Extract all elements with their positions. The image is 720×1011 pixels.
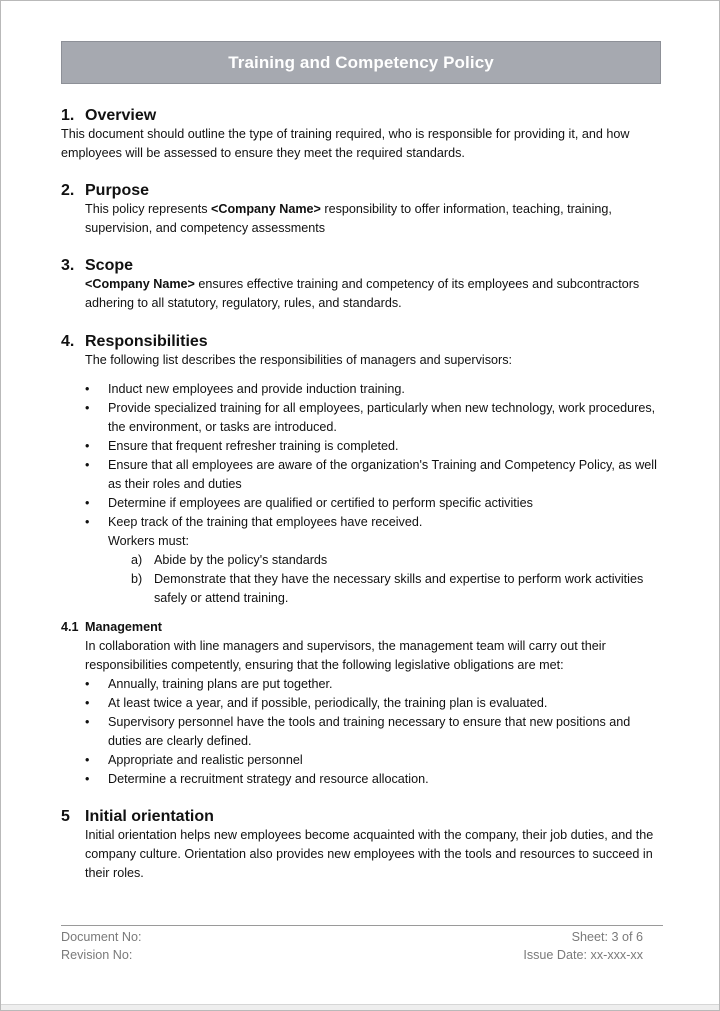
bullet-icon: • — [85, 753, 90, 767]
orientation-text: Initial orientation helps new employees become acquainted with the company, their job duties, and the company culture. Orientation also provides new employees with the tools and resources to succeed in their roles. — [85, 828, 654, 880]
list-item-text: Determine a recruitment strategy and resource allocation. — [108, 772, 429, 786]
section-number: 2. — [61, 182, 75, 199]
scope-text — [61, 275, 661, 313]
list-item-text: At least twice a year, and if possible, periodically, the training plan is evaluated. — [108, 696, 548, 710]
subsection-heading-management — [61, 618, 661, 637]
list-item-text: Provide specialized training for all employees, particularly when new technology, work procedures, the environment, or tasks are introduced. — [108, 401, 656, 434]
list-item — [61, 551, 661, 570]
list-item — [61, 399, 661, 437]
list-marker: b) — [131, 572, 143, 586]
section-title: Purpose — [85, 182, 150, 199]
responsibilities-intro: The following list describes the responsibilities of managers and supervisors: — [85, 353, 512, 367]
bullet-icon: • — [85, 458, 90, 472]
bullet-icon: • — [85, 677, 90, 691]
list-item-text: Appropriate and realistic personnel — [108, 753, 303, 767]
list-item — [61, 380, 661, 399]
section-heading-overview — [61, 101, 661, 125]
list-item — [61, 494, 661, 513]
management-list — [61, 675, 661, 789]
list-item-text: Ensure that frequent refresher training is completed. — [108, 439, 399, 453]
section-heading-orientation — [61, 802, 661, 826]
list-item — [61, 456, 661, 494]
section-number: 4.1 — [61, 620, 79, 634]
management-intro: In collaboration with line managers and supervisors, the management team will carry out their responsibilities competently, ensuring that the following legislative obligations are met: — [85, 639, 606, 672]
document-number-label: Document No: — [61, 930, 142, 944]
list-item — [61, 770, 661, 789]
section-heading-responsibilities — [61, 327, 661, 351]
section-number: 4. — [61, 333, 75, 350]
section-number: 1. — [61, 107, 75, 124]
scope-text-end: ensures effective training and competency of its employees and subcontractors adhering to all statutory, regulatory, rules, and standards. — [85, 277, 640, 310]
list-item-text: Supervisory personnel have the tools and training necessary to ensure that new positions and duties are clearly defined. — [108, 715, 631, 748]
page-bottom-edge — [1, 1004, 719, 1010]
section-title: Scope — [85, 257, 134, 274]
list-item — [61, 513, 661, 551]
section-number: 3. — [61, 257, 75, 274]
overview-text: This document should outline the type of training required, who is responsible for providing it, and how employees will be assessed to ensure they meet the required standards. — [61, 127, 630, 160]
issue-date: Issue Date: xx-xxx-xx — [523, 948, 643, 962]
bullet-icon: • — [85, 696, 90, 710]
bullet-icon: • — [85, 382, 90, 396]
document-title: Training and Competency Policy — [228, 52, 494, 72]
page-footer — [61, 925, 663, 964]
workers-list — [61, 551, 661, 608]
sheet-number: Sheet: 3 of 6 — [571, 930, 643, 944]
list-item-text: Abide by the policy's standards — [154, 553, 328, 567]
bullet-icon: • — [85, 496, 90, 510]
section-title: Overview — [85, 107, 157, 124]
workers-must-label: Workers must: — [108, 534, 189, 548]
list-item-text: Ensure that all employees are aware of the organization's Training and Competency Policy, as well as their roles and duties — [108, 458, 657, 491]
list-item-text: Demonstrate that they have the necessary skills and expertise to perform work activities safely or attend training. — [154, 572, 644, 605]
responsibilities-list — [61, 380, 661, 551]
list-item-text: Induct new employees and provide induction training. — [108, 382, 405, 396]
section-title: Responsibilities — [85, 333, 208, 350]
list-item-text: Annually, training plans are put together. — [108, 677, 333, 691]
bullet-icon: • — [85, 401, 90, 415]
revision-number-label: Revision No: — [61, 948, 133, 962]
list-item-text: Keep track of the training that employees have received. — [108, 515, 423, 529]
section-heading-purpose — [61, 176, 661, 200]
document-body — [61, 101, 661, 883]
bullet-icon: • — [85, 515, 90, 529]
list-item — [61, 675, 661, 694]
title-banner — [61, 41, 661, 84]
purpose-text — [61, 200, 661, 238]
section-heading-scope — [61, 251, 661, 275]
list-item-text: Determine if employees are qualified or certified to perform specific activities — [108, 496, 533, 510]
footer-row-1 — [61, 928, 663, 946]
section-title: Management — [85, 620, 162, 634]
footer-row-2 — [61, 946, 663, 964]
list-item — [61, 570, 661, 608]
section-number: 5 — [61, 808, 70, 825]
purpose-text-end: responsibility to offer information, teaching, training, supervision, and competency assessments — [85, 202, 612, 235]
section-title: Initial orientation — [85, 808, 214, 825]
bullet-icon: • — [85, 772, 90, 786]
list-item — [61, 751, 661, 770]
bullet-icon: • — [85, 439, 90, 453]
company-name-placeholder: <Company Name> — [85, 277, 195, 291]
company-name-placeholder: <Company Name> — [211, 202, 321, 216]
list-item — [61, 694, 661, 713]
purpose-text-start: This policy represents — [85, 202, 211, 216]
list-item — [61, 713, 661, 751]
list-item — [61, 437, 661, 456]
list-marker: a) — [131, 553, 143, 567]
bullet-icon: • — [85, 715, 90, 729]
